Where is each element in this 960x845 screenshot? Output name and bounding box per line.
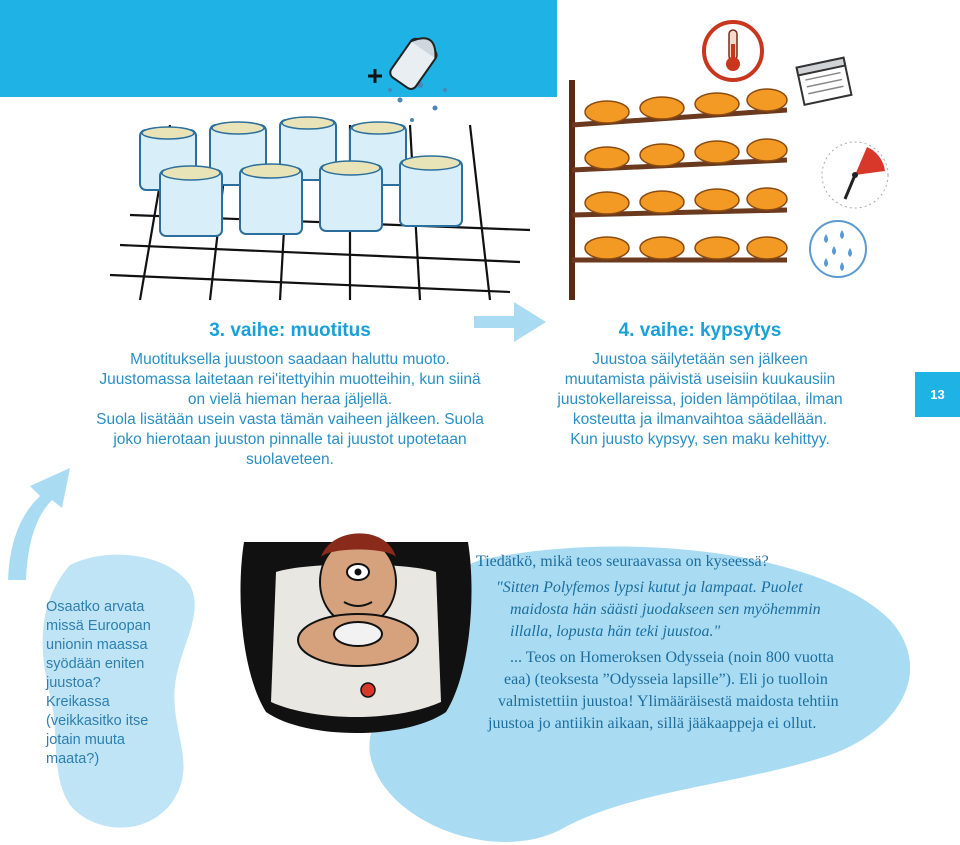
stage-4-line: Kun juusto kypsyy, sen maku kehittyy. [570, 431, 830, 448]
salt-shaker-icon [360, 30, 460, 105]
trivia-box [476, 551, 946, 735]
stage-3-line: Suola lisätään usein vasta tämän vaiheen jälkeen. Suola [96, 411, 484, 428]
thermometer-icon [700, 18, 766, 84]
quiz-line: jotain muuta [46, 732, 125, 748]
stage-4-heading: 4. vaihe: kypsytys [618, 320, 782, 341]
stage-3-line: Muotituksella juustoon saadaan haluttu muoto. [130, 351, 450, 368]
quiz-box [46, 598, 176, 769]
stage-3-heading: 3. vaihe: muotitus [209, 320, 371, 341]
stage-3-section [70, 320, 510, 470]
quiz-line: unionin maassa [46, 637, 148, 653]
quiz-line: (veikkasitko itse [46, 713, 149, 729]
stage-3-line: joko hierotaan juuston pinnalle tai juustot upotetaan [113, 431, 467, 448]
trivia-quote-line: "Sitten Polyfemos lypsi kutut ja lampaat. Puolet [496, 579, 803, 596]
stage-3-line: suolaveteen. [246, 451, 334, 468]
quiz-line: syödään eniten [46, 656, 145, 672]
stage-4-line: muutamista päivistä useisiin kuukausiin [564, 371, 836, 388]
trivia-quote-line: maidosta hän säästi juodakseen sen myöhemmin [510, 601, 821, 618]
dial-gauge-icon [815, 135, 895, 215]
trivia-answer-line: juustoa jo antiikin aikaan, sillä jääkaappeja ei ollut. [488, 715, 817, 732]
stage-3-line: on vielä hieman heraa jäljellä. [187, 391, 393, 408]
trivia-quote-line: illalla, lopusta hän teki juustoa." [510, 623, 721, 640]
quiz-line: missä Euroopan [46, 618, 151, 634]
cyclops-illustration [236, 512, 476, 738]
quiz-line: maata?) [46, 751, 100, 767]
page-number: 13 [915, 372, 960, 417]
stage-4-line: Juustoa säilytetään sen jälkeen [592, 351, 808, 368]
water-drops-icon [808, 218, 868, 280]
trivia-answer-line: eaa) (teoksesta ”Odysseia lapsille”). Eli jo tuolloin [504, 671, 828, 688]
quiz-line: Osaatko arvata [46, 599, 145, 615]
quiz-line: Kreikassa [46, 694, 110, 710]
calendar-icon [790, 52, 860, 110]
stage-3-line: Juustomassa laitetaan rei'itettyihin muotteihin, kun siinä [99, 371, 481, 388]
trivia-question: Tiedätkö, mikä teos seuraavassa on kyseessä? [476, 553, 769, 570]
stage-4-line: juustokellareissa, joiden lämpötilaa, ilman [557, 391, 843, 408]
quiz-line: juustoa? [46, 675, 101, 691]
stage-4-section [525, 320, 875, 450]
stage-4-line: kosteutta ja ilmanvaihtoa säädellään. [572, 411, 828, 428]
trivia-answer-line: ... Teos on Homeroksen Odysseia (noin 800 vuotta [510, 649, 834, 666]
cheese-cellar-illustration [557, 70, 817, 310]
cheese-molds-illustration [100, 30, 560, 310]
trivia-answer-line: valmistettiin juustoa! Ylimääräisestä maidosta tehtiin [498, 693, 839, 710]
